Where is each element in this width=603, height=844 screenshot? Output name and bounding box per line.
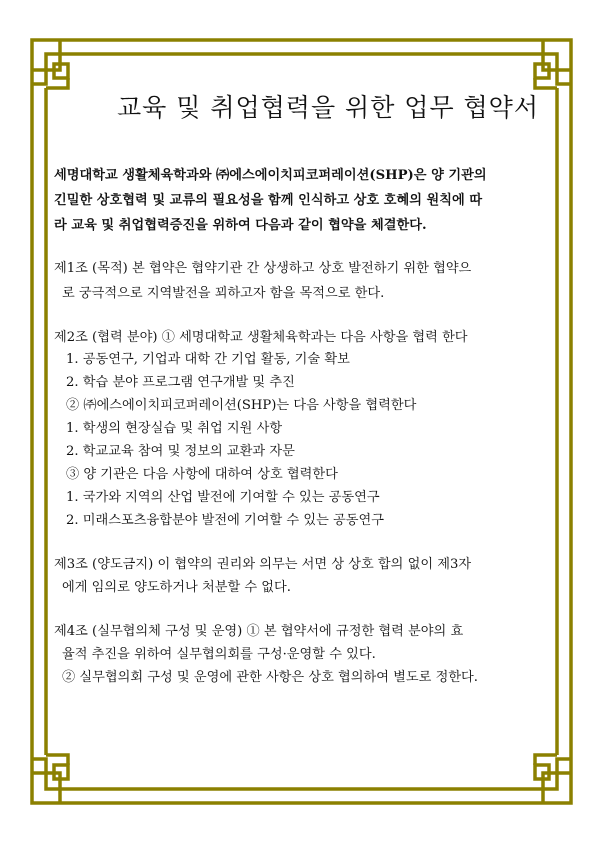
preamble-line: 긴밀한 상호협력 및 교류의 필요성을 함께 인식하고 상호 호혜의 원칙에 따: [54, 193, 483, 208]
article-1-line: 제1조 (목적) 본 협약은 협약기관 간 상생하고 상호 발전하기 위한 협약으: [54, 261, 472, 276]
article-2-clause: ② ㈜에스에이치피코퍼레이션(SHP)는 다음 사항을 협력한다: [66, 398, 417, 413]
article-2-item: 2. 학습 분야 프로그램 연구개발 및 추진: [66, 375, 295, 390]
document-title: 교육 및 취업협력을 위한 업무 협약서: [117, 93, 539, 122]
article-3-line: 제3조 (양도금지) 이 협약의 권리와 의무는 서면 상 상호 합의 없이 제3자: [54, 557, 472, 572]
article-2-item: 2. 학교교육 참여 및 정보의 교환과 자문: [66, 444, 295, 459]
article-2-item: 1. 공동연구, 기업과 대학 간 기업 활동, 기술 확보: [66, 352, 350, 367]
article-2-item: 2. 미래스포츠융합분야 발전에 기여할 수 있는 공동연구: [66, 513, 384, 528]
article-4-line: ② 실무협의회 구성 및 운영에 관한 사항은 상호 협의하여 별도로 정한다.: [62, 670, 478, 685]
article-2-item: 1. 국가와 지역의 산업 발전에 기여할 수 있는 공동연구: [66, 490, 380, 505]
preamble-line: 라 교육 및 취업협력증진을 위하여 다음과 같이 협약을 체결한다.: [54, 218, 427, 233]
article-4-line: 제4조 (실무협의체 구성 및 운영) ① 본 협약서에 규정한 협력 분야의 효: [54, 624, 464, 639]
article-2-item: 1. 학생의 현장실습 및 취업 지원 사항: [66, 421, 283, 436]
preamble-line: 세명대학교 생활체육학과와 ㈜에스에이치피코퍼레이션(SHP)은 양 기관의: [54, 168, 487, 183]
article-2-clause: ③ 양 기관은 다음 사항에 대하여 상호 협력한다: [66, 467, 338, 482]
article-4-line: 율적 추진을 위하여 실무협의회를 구성·운영할 수 있다.: [62, 647, 376, 662]
article-1-line: 로 궁극적으로 지역발전을 꾀하고자 함을 목적으로 한다.: [62, 286, 385, 301]
article-3-line: 에게 임의로 양도하거나 처분할 수 없다.: [62, 580, 291, 595]
article-2-heading: 제2조 (협력 분야) ① 세명대학교 생활체육학과는 다음 사항을 협력 한다: [54, 330, 468, 345]
